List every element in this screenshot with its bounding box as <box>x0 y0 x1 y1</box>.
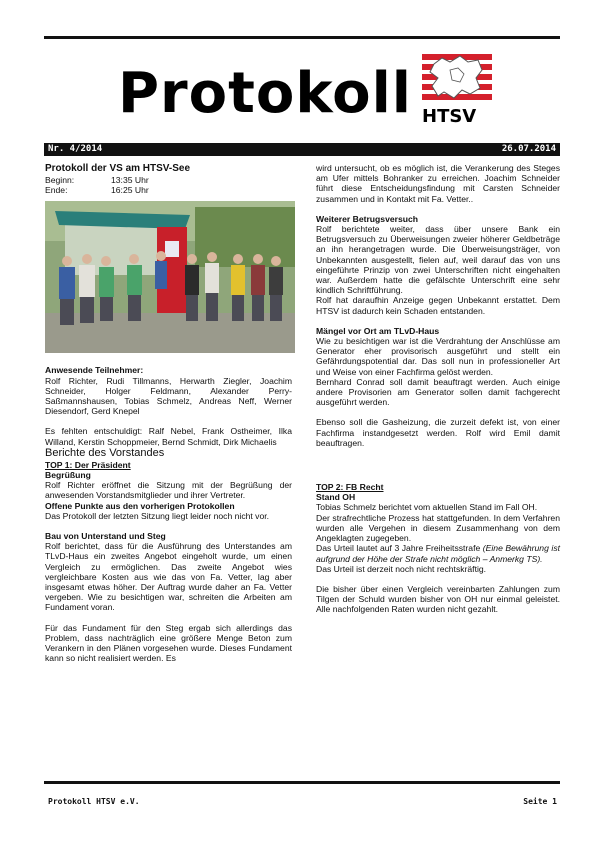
reports-title: Berichte des Vorstandes <box>45 446 165 459</box>
end-row <box>45 185 292 195</box>
page-number: Seite 1 <box>523 797 557 806</box>
end-value: 16:25 Uhr <box>111 185 149 196</box>
fraud-title: Weiterer Betrugsversuch <box>316 213 419 224</box>
attendees-heading: Anwesende Teilnehmer: <box>45 365 144 376</box>
absent-text: Es fehlten entschuldigt: Ralf Nebel, Frank Ostheimer, Ilka Willand, Kerstin Schoppmeier, Bernd Schmidt, Dirk Michaelis <box>45 426 292 447</box>
defects-text: Wie zu besichtigen war ist die Verdrahtung der Anschlüsse am Generator eher provisorisch ausgeführt und stellt ein Gefährdungspotential dar. Das soll nun in professioneller Art und Weise von einer Fachfirma gelöst werden. <box>316 336 560 377</box>
logo-text: HTSV <box>422 106 477 127</box>
final-text: Das Urteil ist derzeit noch nicht rechtskräftig. <box>316 563 487 574</box>
open-points-title: Offene Punkte aus den vorherigen Protokollen <box>45 500 235 511</box>
fraud-text-2: Rolf hat daraufhin Anzeige gegen Unbekannt erstattet. Dem HTSV ist dadurch kein Schaden entstanden. <box>316 295 560 316</box>
footer-left: Protokoll HTSV e.V. <box>48 797 140 806</box>
top2-heading: TOP 2: FB Recht <box>316 482 384 493</box>
greeting-text: Rolf Richter eröffnet die Sitzung mit der Begrüßung der anwesenden Vorstandsmitglieder und ihrer Vertreter. <box>45 480 292 501</box>
bottom-rule <box>44 781 560 784</box>
attendees-text: Rolf Richter, Rudi Tillmanns, Herwarth Ziegler, Joachim Schneider, Holger Feldmann, Alexander Perry-Saßmannshausen, Tobias Schmelz, Andreas Neff, Werner Diesendorf, Gerd Knepel <box>45 375 292 417</box>
verdict-note: (Eine Bewährung ist aufgrund der Höhe der Strafe nicht möglich – Anmerkg TS). <box>316 543 560 564</box>
foundation-text: Für das Fundament für den Steg ergab sich allerdings das Problem, dass nachträglich eine größere Menge Beton zum Verankern in den Plänen vorgesehen wurde. Dieses Fundament kann so nicht realisiert werden. Es <box>45 622 292 664</box>
process-text: Der strafrechtliche Prozess hat stattgefunden. In dem Verfahren wurden alle Vergehen in diesem Zusammenhang von dem Angeklagten zugegeben. <box>316 512 560 544</box>
meeting-title: Protokoll der VS am HTSV-See <box>45 163 191 174</box>
open-points-text: Das Protokoll der letzten Sitzung liegt leider noch nicht vor. <box>45 510 270 521</box>
heating-text: Ebenso soll die Gasheizung, die zurzeit defekt ist, von einer Fachfirma instandgesetzt werden. Rolf wird Emil damit beauftragen. <box>316 417 560 448</box>
info-bar <box>44 143 560 156</box>
payments-text: Die bisher über einen Vergleich vereinbarten Zahlungen zum Tilgen der Schuld wurden bisher von OH nur einmal geleistet. Alle nachfolgenden Raten wurden nicht gezahlt. <box>316 583 560 615</box>
verdict-paragraph <box>316 543 560 563</box>
continued-text: wird untersucht, ob es möglich ist, die Verankerung des Steges am Ufer mittels Bohranker zu erreichen. Joachim Schneider führt diese Entscheidungsfindung mit Carsten Schneider zusammen und in Kontakt mit Fa. Vetter.. <box>316 163 560 204</box>
protocol-number: Nr. 4/2014 <box>48 144 103 154</box>
top1-heading: TOP 1: Der Präsident <box>45 459 131 470</box>
protocol-date: 26.07.2014 <box>501 144 556 154</box>
right-column <box>316 163 560 615</box>
end-label: Ende: <box>45 185 68 196</box>
top-rule <box>44 36 560 39</box>
left-column <box>45 163 292 663</box>
page-title: Protokoll <box>118 61 412 126</box>
begin-row <box>45 175 292 185</box>
status-text: Tobias Schmelz berichtet vom aktuellen Stand im Fall OH. <box>316 502 538 513</box>
begin-value: 13:35 Uhr <box>111 175 149 185</box>
build-text: Rolf berichtet, dass für die Ausführung des Unterstandes am TLvD-Haus ein zweites Angebot eingeholt wurde, um einen Vergleich zu ermöglichen. Das zweite Angebot wies vergleichbare Kosten aus wie das von Fa. Vetter, lag aber insgesamt etwas höher. Der Auftrag wurde daher an Fa. Vetter vergeben. Wie zu besichtigen war, schreiten die Arbeiten am Fundament voran. <box>45 541 292 613</box>
defects-title: Mängel vor Ort am TLvD-Haus <box>316 325 440 336</box>
begin-label: Beginn: <box>45 175 75 185</box>
verdict-text: Das Urteil lautet auf 3 Jahre Freiheitsstrafe <box>316 543 481 554</box>
status-title: Stand OH <box>316 492 356 503</box>
defects-text-2: Bernhard Conrad soll damit beauftragt werden. Auch einige andere Provisorien am Generator sollen damit fachgerecht ausgeführt werden. <box>316 376 560 408</box>
greeting-title: Begrüßung <box>45 470 91 481</box>
fraud-text: Rolf berichtete weiter, dass über unsere Bank ein Betrugsversuch zu Überweisungen zweier höherer Geldbeträge an ihn herangetragen wurde. Die Überweisungsträger, von Unbekannten ausgestellt, fielen auf, weil darauf das von uns eingeführte Prinzip von zwei Unterschriften nicht eingehalten war. Außerdem hatte die gefälschte Unterschrift eine sehr kindlich Schriftführung. <box>316 224 560 296</box>
build-title: Bau von Unterstand und Steg <box>45 531 166 542</box>
group-photo <box>45 201 295 353</box>
